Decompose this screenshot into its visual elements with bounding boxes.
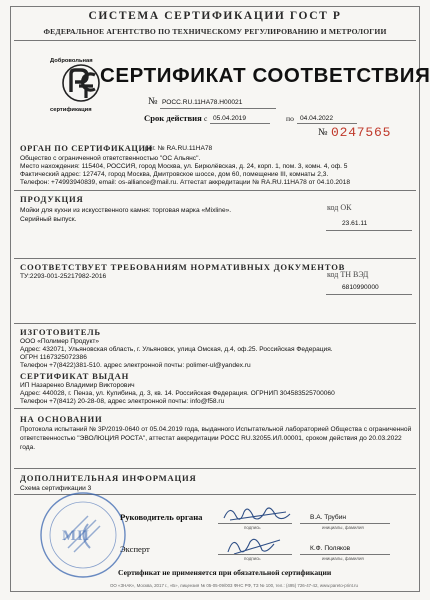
logo-top-text: Добровольная [50,58,93,64]
head-name-caption: инициалы, фамилия [322,525,364,530]
logo-bottom-text: сертификация [50,107,92,113]
certificate-title: СЕРТИФИКАТ СООТВЕТСТВИЯ [100,64,430,87]
product-line-2: Серийный выпуск. [20,216,77,223]
system-header: СИСТЕМА СЕРТИФИКАЦИИ ГОСТ Р [88,10,342,22]
date-to-underline [297,123,357,124]
organ-line-3: Фактический адрес: 127474, город Москва, Дмитровское шоссе, дом 60, помещение III, комнаты 2,3. [20,171,329,178]
product-line-1: Мойки для кухни из искусственного камня: торговая марка «Mixline». [20,207,232,214]
additional-label: ДОПОЛНИТЕЛЬНАЯ ИНФОРМАЦИЯ [20,473,197,483]
scheme-text: Схема сертификации 3 [20,485,92,492]
issued-line-1: ИП Назаренко Владимир Викторович [20,382,135,389]
validity-date-to: 04.04.2022 [300,115,334,122]
tnved-value: 6810990000 [342,284,379,291]
cert-no-prefix: № [148,96,158,107]
tnved-underline [326,294,412,295]
basis-divider [14,468,416,469]
agency-header: ФЕДЕРАЛЬНОЕ АГЕНТСТВО ПО ТЕХНИЧЕСКОМУ РЕГУЛИРОВАНИЮ И МЕТРОЛОГИИ [43,27,387,36]
manufacturer-line-3: ОГРН 1167325072386 [20,354,87,361]
printer-footer: ОО «ЗНАК», Москва, 2017 г., «Б», лицензия № 05-05-09/003 ФНС РФ, ТЗ № 100, тел.: (495) 726-47-42, www.pareto-print.ru [110,583,358,588]
expert-sign-line [218,554,292,555]
cert-reg-number: РОСС.RU.11НА78.Н00021 [162,99,243,106]
expert-name: К.Ф. Поляков [310,545,351,552]
requirements-divider [14,323,416,324]
issued-label: СЕРТИФИКАТ ВЫДАН [20,371,130,381]
validity-date-from: 05.04.2019 [213,115,247,122]
organ-line-2: Место нахождения: 115404, РОССИЯ, город Москва, ул. Бирюлёвская, д. 24, корп. 1, пом. 3, комн. 4, оф. 5 [20,163,348,170]
manufacturer-line-1: ООО «Полимер Продукт» [20,338,100,345]
reg-number-underline [160,108,276,109]
head-label: Руководитель органа [120,512,203,522]
header-divider [14,40,416,41]
issued-line-3: Телефон +7(8412) 20-28-08, адрес электронной почты: info@f58.ru [20,398,225,405]
head-sign-caption: подпись [244,525,261,530]
validity-to-prefix: по [286,114,294,123]
okp-label: код ОК [327,203,352,212]
validity-from-prefix: с [204,114,208,123]
tnved-label: код ТН ВЭД [327,270,369,279]
organ-line-4: Телефон: +74993940839, email: os-alliance@mail.ru. Аттестат аккредитации № RA.RU.11HA78 от 04.10.2018 [20,179,350,186]
okp-underline [326,230,412,231]
organ-reg: рег. № RA.RU.11HA78 [145,145,213,152]
organ-line-1: Общество с ограниченной ответственностью "ОС Альянс". [20,155,201,162]
date-from-underline [210,123,270,124]
bottom-note: Сертификат не применяется при обязательной сертификации [118,568,332,577]
head-name-line [300,523,390,524]
requirements-label: СООТВЕТСТВУЕТ ТРЕБОВАНИЯМ НОРМАТИВНЫХ ДОКУМЕНТОВ [20,262,346,272]
okp-value: 23.61.11 [342,220,368,227]
product-label: ПРОДУКЦИЯ [20,194,84,204]
blank-no-prefix: № [318,127,328,138]
basis-text: Протокола испытаний № 3Р/2019-0640 от 05.04.2019 года, выданного Испытательной лабораторией Общества с ограниченной ответственностью "ЭВОЛЮЦИЯ РОСТА", аттестат аккредитации РОСС RU.32055.ИЛ.00001, сроком действия до 20.03.2022 года. [20,426,412,451]
basis-label: НА ОСНОВАНИИ [20,414,103,424]
validity-label: Срок действия [144,113,202,123]
stamp-letters: МП [62,528,90,544]
organ-label: ОРГАН ПО СЕРТИФИКАЦИИ [20,144,153,153]
manufacturer-label: ИЗГОТОВИТЕЛЬ [20,327,101,337]
expert-name-caption: инициалы, фамилия [322,556,364,561]
manufacturer-line-2: Адрес: 432071, Ульяновская область, г. Ульяновск, улица Омская, д.4, оф.25. Российская Федерация. [20,346,333,353]
head-name: В.А. Трубин [310,514,347,521]
requirements-doc: ТУ:2293-001-25217982-2016 [20,273,107,280]
head-sign-line [218,523,292,524]
manufacturer-line-4: Телефон +7(8422)381-510. адрес электронной почты: polimer-ul@yandex.ru [20,362,251,369]
issued-line-2: Адрес: 440028, г. Пенза, ул. Кулибина, д. 3, кв. 14. Российская Федерация. ОГРНИП 304583525700060 [20,390,335,397]
expert-sign-caption: подпись [244,556,261,561]
blank-number: 0247565 [331,125,392,140]
organ-divider [14,190,416,191]
expert-label: Эксперт [120,544,150,554]
product-divider [14,258,416,259]
issued-divider [14,408,416,409]
expert-name-line [300,554,390,555]
